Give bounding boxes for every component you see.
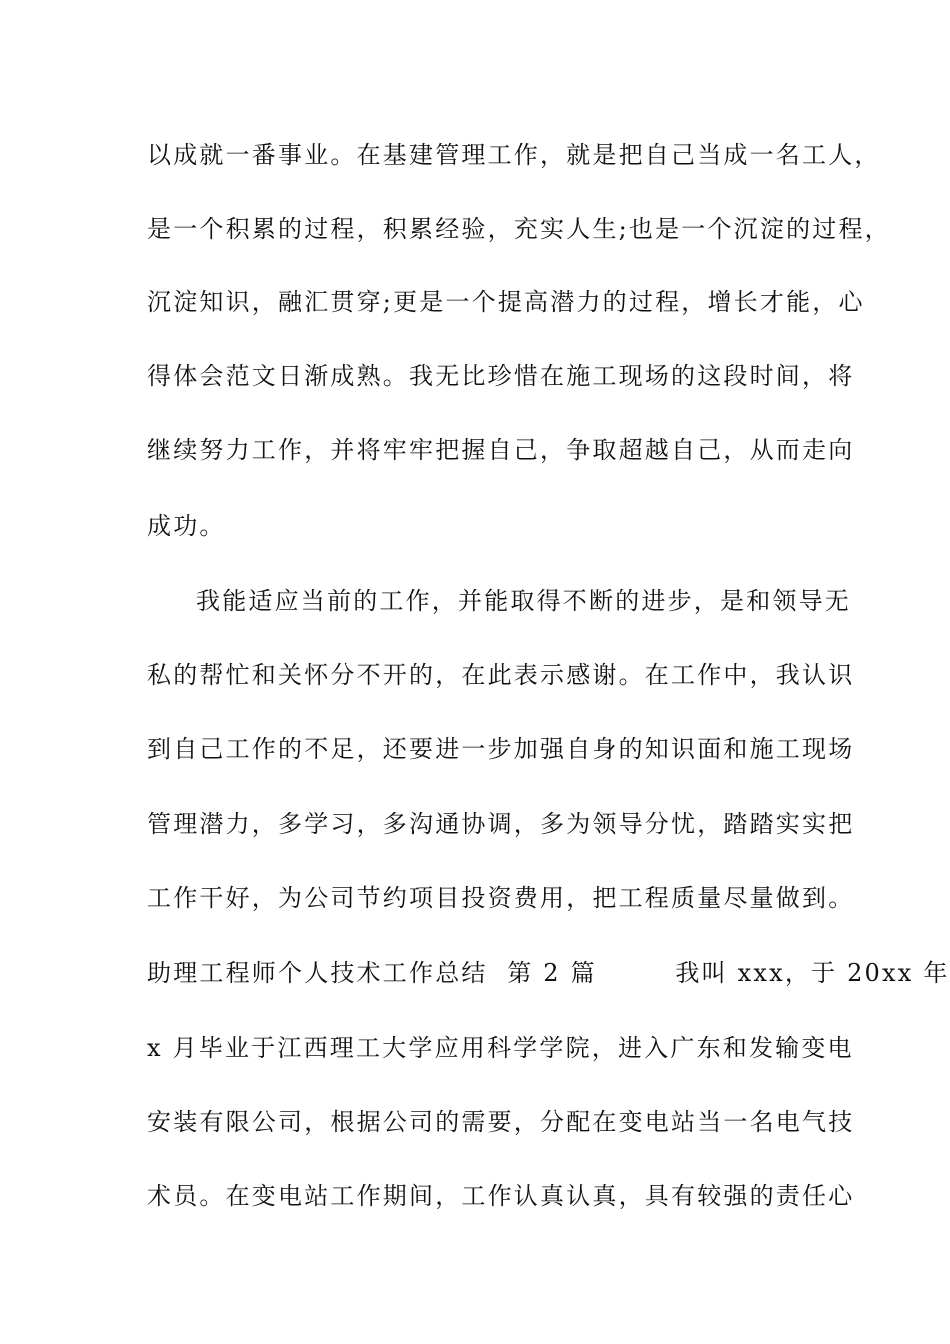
text-line: 沉淀知识，融汇贯穿;更是一个提高潜力的过程，增长才能，心 [147, 288, 865, 316]
text-line: 术员。在变电站工作期间，工作认真认真，具有较强的责任心 [147, 1182, 855, 1210]
section-heading-line: 助理工程师个人技术工作总结 第 2 篇 我叫 xxx，于 20xx 年 [147, 959, 950, 987]
text-line: 私的帮忙和关怀分不开的，在此表示感谢。在工作中，我认识 [147, 661, 855, 689]
text-line: 成功。 [147, 512, 226, 540]
paragraph-first-line: 我能适应当前的工作，并能取得不断的进步，是和领导无 [196, 587, 851, 615]
text-line: 管理潜力，多学习，多沟通协调，多为领导分忧，踏踏实实把 [147, 810, 855, 838]
text-line: 得体会范文日渐成熟。我无比珍惜在施工现场的这段时间，将 [147, 362, 855, 390]
text-line: 继续努力工作，并将牢牢把握自己，争取超越自己，从而走向 [147, 436, 855, 464]
text-line: x 月毕业于江西理工大学应用科学学院，进入广东和发输变电 [147, 1034, 854, 1062]
text-line: 到自己工作的不足，还要进一步加强自身的知识面和施工现场 [147, 735, 855, 763]
text-line: 工作干好，为公司节约项目投资费用，把工程质量尽量做到。 [147, 884, 855, 912]
text-line: 是一个积累的过程，积累经验，充实人生;也是一个沉淀的过程， [147, 215, 891, 243]
text-line: 以成就一番事业。在基建管理工作，就是把自己当成一名工人， [147, 141, 881, 169]
text-line: 安装有限公司，根据公司的需要，分配在变电站当一名电气技 [147, 1108, 855, 1136]
